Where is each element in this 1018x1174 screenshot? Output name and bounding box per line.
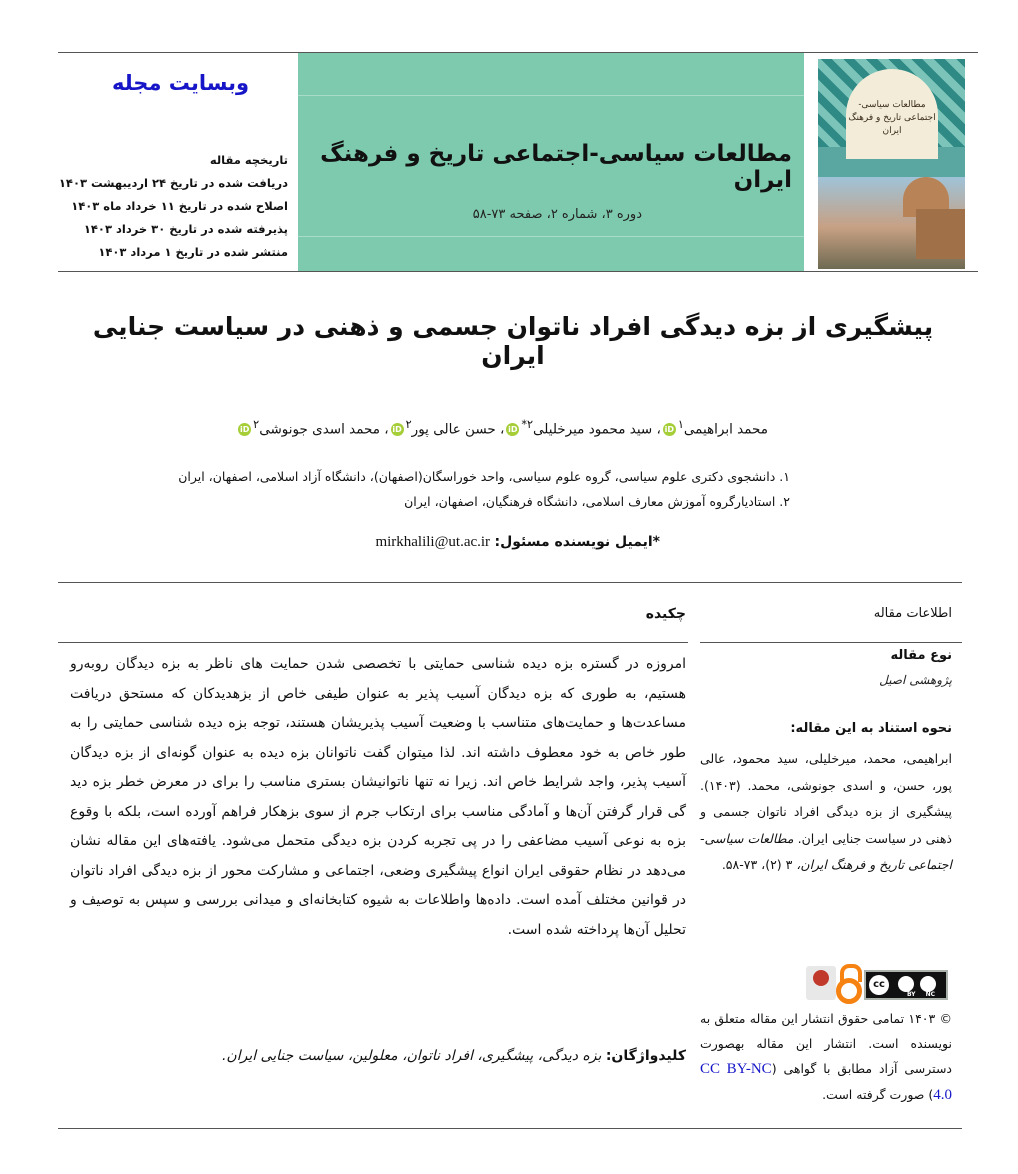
abstract-body: امروزه در گستره بزه دیده شناسی حمایتی با تخصصی شدن حمایت های ناظر به بزه دیدگان روبه‌رو هستیم، به طوری که بزه دیدگان آسیب پذیر به عنوان طیفی خاص از بزهدیدکان که مستحق دریافت مساعدت‌ها و حمایت‌های متناسب با وضعیت آسیب پذیریشان هستند، توجه بزه دیده شناسی حمایتی را به طور خاص به خود معطوف داشته اند. لذا میتوان گفت ناتوانان بزه دیده به عنوان گونه‌ای از بزه دیدگان آسیب پذیر، واجد شرایط خاص اند. زیرا نه تنها ناتوانیشان بستری مناسب را برای در معرض خطر بزه دید گی قرار گرفتن آن‌ها و آمادگی مناسب برای ارتکاب جرم از سوی بزهکار فراهم آورده است، بلکه با وقوع بزه به نوعی آسیب مضاعفی را در پی تجربه کردن بزه دیدگی متحمل می‌شود. یافته‌های این مقاله نشان می‌دهد در نظام حقوقی ایران انواع پیشگیری وضعی، اجتماعی و مشارکت محور از بزه دیدگی افراد ناتوان در قوانین مختلف آمده است. داده‌ها واطلاعات به شیوه کتابخانه‌ای و میدانی بررسی و سپس به توصیف و تحلیل آن‌ها پرداخته شده است. [70, 656, 686, 938]
sidebar-divider [700, 642, 962, 643]
cc-by-nc-icon[interactable] [864, 970, 948, 1000]
author-name: حسن عالی پور [411, 421, 496, 438]
orcid-icon[interactable]: iD [392, 425, 402, 434]
history-heading: تاریخچه مقاله [209, 153, 288, 167]
journal-website-link[interactable]: وبسایت مجله [112, 71, 250, 95]
article-info-sidebar [700, 648, 952, 879]
affiliation-1: ۱. دانشجوی دکتری علوم سیاسی، گروه علوم سیاسی، واحد خوراسگان(اصفهان)، دانشگاه آزاد اسلامی، اصفهان، ایران [178, 469, 790, 484]
article-title: پیشگیری از بزه دیدگی افراد ناتوان جسمی و ذهنی در سیاست جنایی ایران [92, 312, 934, 370]
journal-cover-image [818, 59, 965, 269]
orcid-icon[interactable]: iD [664, 425, 675, 434]
copyright-text: © ۱۴۰۳ تمامی حقوق انتشار این مقاله متعلق به نویسنده است. انتشار این مقاله بهصورت دسترسی آزاد مطابق با گواهی ( [700, 1011, 952, 1076]
history-published: منتشر شده در تاریخ ۱ مرداد ۱۴۰۳ [98, 245, 288, 259]
by-nc-text: BY NC [906, 991, 936, 998]
history-accepted: پذیرفته شده در تاریخ ۳۰ خرداد ۱۴۰۳ [83, 222, 288, 236]
author-affiliation-mark: ۲ [405, 418, 412, 431]
email-address[interactable]: mirkhalili@ut.ac.ir [375, 534, 491, 550]
affiliations [130, 464, 790, 514]
issue-info: دوره ۳، شماره ۲، صفحه ۷۳-۵۸ [472, 207, 642, 222]
bottom-divider [58, 1128, 962, 1129]
author-name: محمد ابراهیمی [683, 421, 768, 438]
citation-main: ابراهیمی، محمد، میرخلیلی، سید محمود، عالی پور، حسن، و اسدی جونوشی، محمد. (۱۴۰۳). پیشگیری از بزه دیدگی افراد ناتوان جسمی و ذهنی در سیاست جنایی ایران. [700, 751, 952, 846]
article-history [58, 149, 288, 264]
nc-icon [920, 976, 936, 992]
citation-label: نحوه استناد به این مقاله: [790, 721, 952, 736]
copyright-tail: ) صورت گرفته است. [822, 1087, 934, 1102]
author-list: محمد ابراهیمی$^۱$iD، سید محمود میرخلیلی$^{۲*}$iD، حسن عالی پور$^۲$iD، محمد اسدی جونوشی$^۲$iD [239, 418, 768, 438]
keywords-value: بزه دیدگی، پیشگیری، افراد ناتوان، معلولین، سیاست جنایی ایران. [221, 1048, 606, 1064]
journal-title-panel [298, 53, 804, 271]
article-info-heading: اطلاعات مقاله [873, 606, 952, 621]
corresponding-email [300, 534, 660, 551]
journal-title: مطالعات سیاسی-اجتماعی تاریخ و فرهنگ ایران [320, 141, 792, 193]
abstract-heading: چکیده [645, 606, 686, 622]
license-badges [806, 964, 952, 1002]
open-access-icon [836, 964, 862, 1002]
author-affiliation-mark: ۱ [677, 418, 684, 431]
copyright-notice [700, 1006, 952, 1108]
citation-journal: مطالعات سیاسی-اجتماعی تاریخ و فرهنگ ایران، [700, 830, 952, 872]
cover-title: مطالعات سیاسی-اجتماعی تاریخ و فرهنگ ایران [848, 100, 936, 136]
email-label: *ایمیل نویسنده مسئول: [494, 534, 660, 550]
article-type-label: نوع مقاله [890, 648, 952, 663]
author-name: محمد اسدی جونوشی [259, 421, 380, 438]
author-affiliation-mark: ۲ [253, 418, 260, 431]
citation-text [700, 746, 952, 879]
keywords [70, 1048, 686, 1064]
by-icon [898, 976, 914, 992]
cc-logo: cc [869, 975, 889, 995]
keywords-label: کلیدواژگان: [605, 1048, 686, 1064]
cover-building [916, 209, 965, 259]
abstract-divider [58, 642, 688, 643]
orcid-icon[interactable]: iD [239, 425, 250, 434]
section-divider [58, 582, 962, 583]
citation-volume: ۳ (۲)، ۷۳-۵۸. [721, 857, 793, 872]
author-affiliation-mark: ۲* [521, 418, 534, 431]
author-name: سید محمود میرخلیلی [533, 421, 653, 438]
article-type-value: پژوهشی اصیل [879, 673, 952, 687]
journal-header [58, 52, 978, 272]
history-revised: اصلاح شده در تاریخ ۱۱ خرداد ماه ۱۴۰۳ [71, 199, 288, 213]
crossmark-icon[interactable] [806, 966, 836, 1000]
history-received: دریافت شده در تاریخ ۲۴ اردیبهشت ۱۴۰۳ [58, 176, 288, 190]
orcid-icon[interactable]: iD [508, 425, 518, 434]
license-link[interactable]: CC BY-NC 4.0 [700, 1061, 952, 1103]
affiliation-2: ۲. استادیارگروه آموزش معارف اسلامی، دانشگاه فرهنگیان، اصفهان، ایران [404, 494, 790, 509]
